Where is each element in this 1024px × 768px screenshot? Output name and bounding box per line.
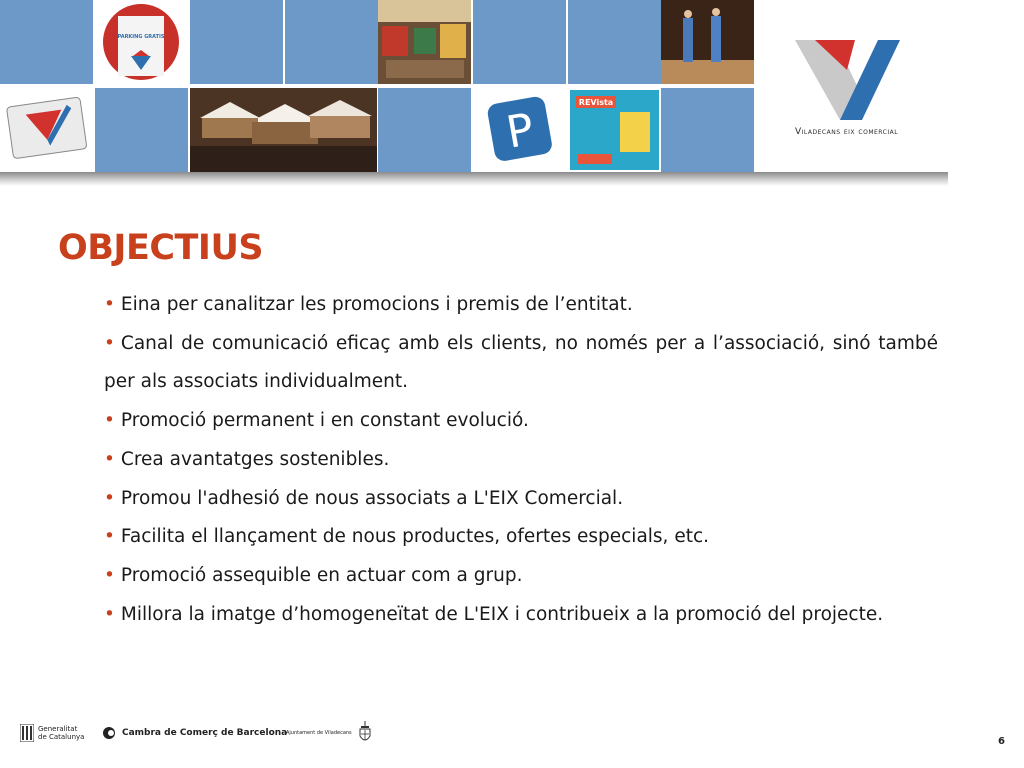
list-item — [104, 325, 938, 402]
shop-interior-photo — [378, 0, 471, 84]
list-item — [104, 402, 938, 441]
bullet-icon: • — [104, 526, 115, 548]
viladecans-logo-icon — [760, 0, 948, 130]
bullet-icon: • — [104, 448, 115, 470]
banner-tile — [0, 0, 93, 84]
list-item-text: Millora la imatge d’homogeneïtat de L'EIX i contribueix a la promoció del projecte. — [120, 603, 884, 625]
list-item-text: Promou l'adhesió de nous associats a L'EIX Comercial. — [120, 487, 624, 509]
banner-tile — [190, 0, 283, 84]
fashion-show-photo — [661, 0, 754, 84]
magazine-label: REVista — [578, 98, 614, 107]
cambra-name: Cambra de Comerç de Barcelona — [122, 728, 288, 738]
page-number: 6 — [998, 736, 1005, 747]
parking-badge-graphic — [95, 0, 188, 84]
ajuntament-logo — [286, 718, 374, 748]
parking-badge-text: PARKING GRATIS — [117, 34, 165, 40]
bullet-icon: • — [104, 564, 115, 586]
list-item-text: Facilita el llançament de nous productes, ofertes especials, etc. — [120, 526, 710, 548]
slide-title: OBJECTIUS — [58, 228, 264, 268]
objectives-list — [104, 286, 938, 634]
banner-tile — [568, 0, 661, 84]
magazine-photo — [568, 88, 661, 172]
generalitat-icon — [20, 724, 34, 742]
list-item-text: Canal de comunicació eficaç amb els clients, no només per a l’associació, sinó també per als associats individualment. — [104, 332, 938, 393]
banner-tile — [473, 0, 566, 84]
brand-logo — [760, 0, 948, 172]
generalitat-line2: de Catalunya — [38, 733, 85, 741]
cambra-logo — [102, 718, 287, 748]
brand-caption: Viladecans eix comercial — [795, 127, 899, 137]
parking-badge-photo — [95, 0, 188, 84]
banner-tile — [95, 88, 188, 172]
list-item-text: Crea avantatges sostenibles. — [120, 448, 390, 470]
list-item — [104, 557, 938, 596]
list-item — [104, 441, 938, 480]
sponsor-footer — [20, 718, 1000, 748]
bullet-icon: • — [104, 487, 115, 509]
header-banner — [0, 0, 948, 172]
list-item — [104, 596, 938, 635]
generalitat-line1: Generalitat — [38, 725, 78, 733]
coat-of-arms-icon — [356, 720, 374, 746]
generalitat-logo — [20, 718, 84, 748]
list-item — [104, 286, 938, 325]
list-item-text: Eina per canalitzar les promocions i premis de l’entitat. — [120, 294, 633, 315]
market-stalls-photo — [190, 88, 377, 172]
parking-sign-photo — [473, 88, 566, 172]
bullet-icon: • — [104, 294, 115, 315]
ajuntament-name: Ajuntament de Viladecans — [286, 730, 352, 736]
banner-tile — [285, 0, 378, 84]
loyalty-card-photo — [0, 88, 93, 172]
parking-icon-letter: P — [502, 103, 538, 159]
bullet-icon: • — [104, 332, 115, 354]
bullet-icon: • — [104, 410, 115, 432]
bullet-icon: • — [104, 603, 115, 625]
list-item — [104, 518, 938, 557]
list-item — [104, 480, 938, 519]
cambra-icon — [102, 726, 116, 740]
list-item-text: Promoció permanent i en constant evolució. — [120, 410, 529, 432]
banner-shadow-divider — [0, 172, 948, 186]
list-item-text: Promoció assequible en actuar com a grup. — [120, 564, 523, 586]
banner-tile — [378, 88, 471, 172]
banner-tile — [661, 88, 754, 172]
